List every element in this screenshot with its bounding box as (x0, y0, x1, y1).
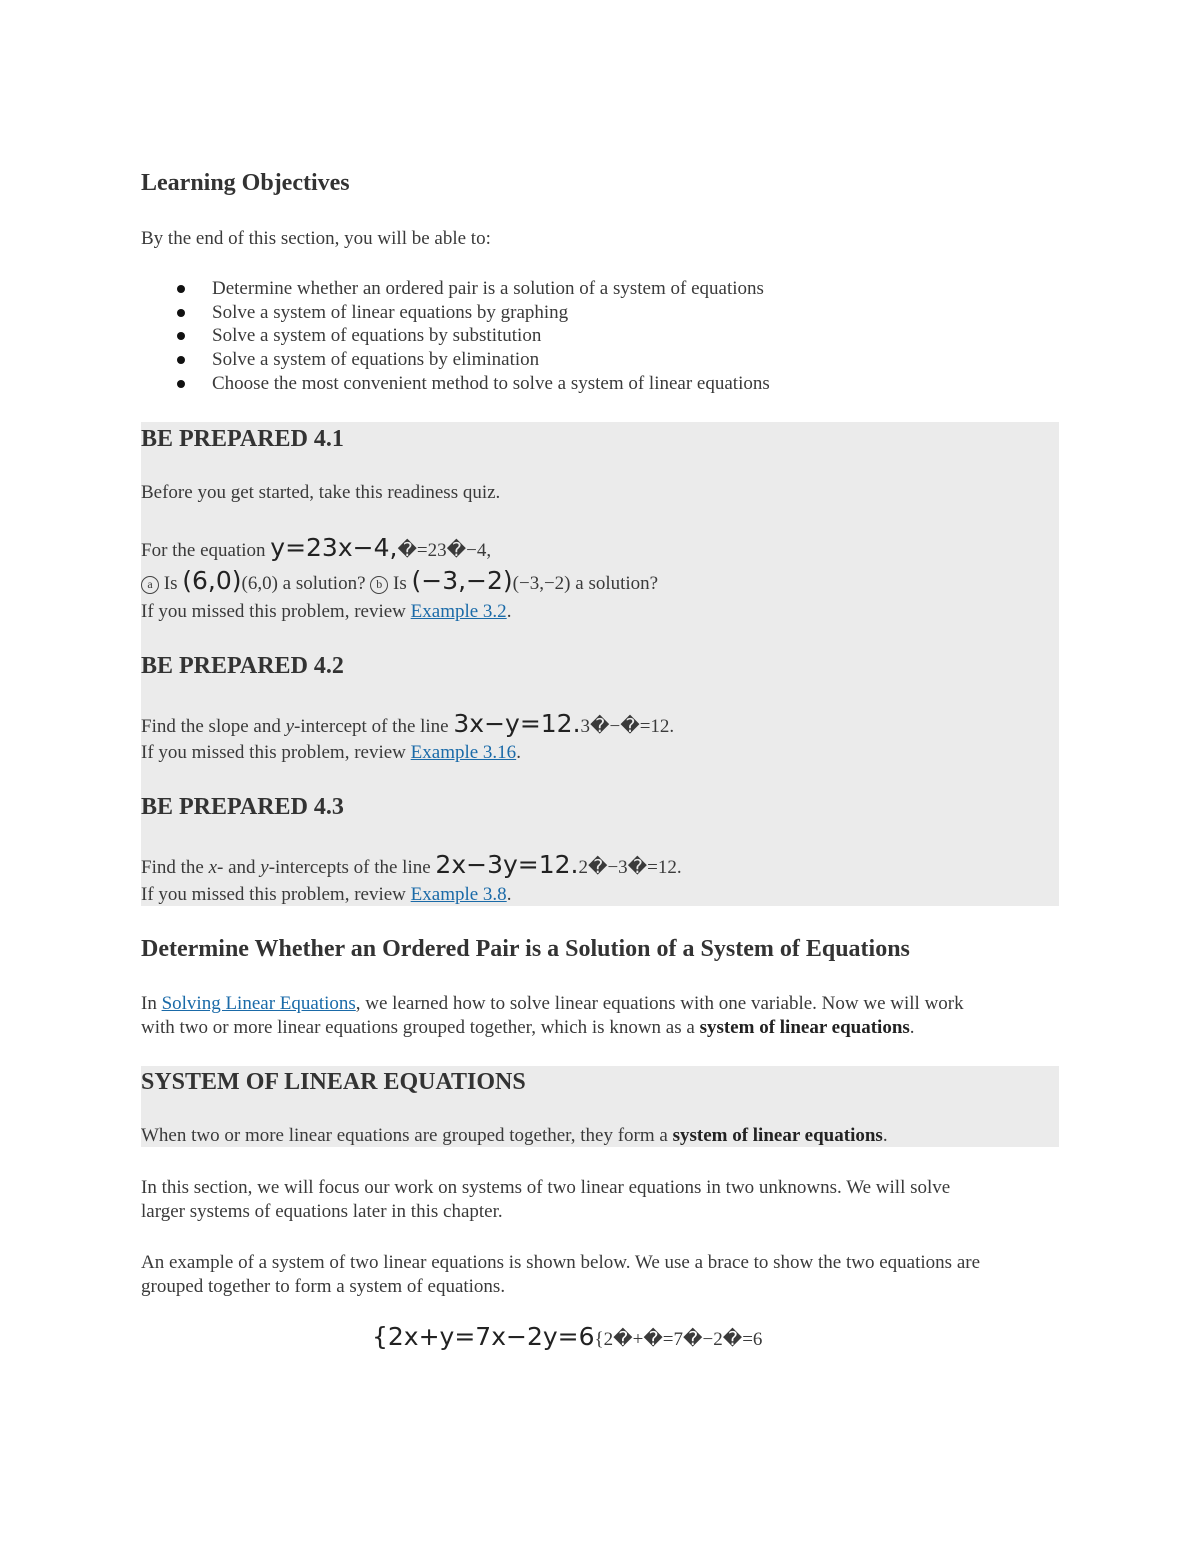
section-paragraph-2-line2: grouped together to form a system of equations. (141, 1276, 506, 1297)
section-paragraph-1-line1: In this section, we will focus our work on systems of two linear equations in two unknowns. We will solve (141, 1177, 951, 1198)
bp2-equation-math: 3x−y=12. (453, 709, 581, 738)
bp1-equation-line: For the equation y=23x−4,�=23�−4, (141, 533, 492, 562)
system-equation-display (372, 1322, 762, 1351)
pair2-math: (−3,−2) (411, 566, 513, 595)
example-3-8-link[interactable]: Example 3.8 (410, 884, 507, 905)
objective-item: Solve a system of equations by elimination (141, 348, 770, 372)
determine-section-heading: Determine Whether an Ordered Pair is a Solution of a System of Equations (141, 936, 910, 962)
bp2-question-line: Find the slope and y-intercept of the line 3x−y=12.3�−�=12. (141, 709, 675, 738)
label-b-icon: b (370, 576, 388, 594)
pair1-math: (6,0) (182, 566, 242, 595)
system-equation-fallback: {2�+�=7�−2�=6 (594, 1329, 763, 1350)
example-3-16-link[interactable]: Example 3.16 (410, 742, 517, 763)
learning-objectives-intro: By the end of this section, you will be able to: (141, 228, 491, 249)
bp3-equation-math: 2x−3y=12. (435, 850, 579, 879)
definition-heading: SYSTEM OF LINEAR EQUATIONS (141, 1069, 526, 1095)
bp2-review-line: If you missed this problem, review Example 3.16. (141, 742, 521, 763)
bp1-review-line: If you missed this problem, review Example 3.2. (141, 601, 512, 622)
solving-linear-equations-link[interactable]: Solving Linear Equations (161, 993, 356, 1014)
learning-objectives-heading: Learning Objectives (141, 170, 350, 196)
determine-paragraph-line2: with two or more linear equations grouped together, which is known as a system of linear equations. (141, 1017, 915, 1038)
bullet-icon (177, 309, 185, 317)
be-prepared-box (141, 422, 1059, 906)
bp3-question-line: Find the x- and y-intercepts of the line 2x−3y=12.2�−3�=12. (141, 850, 682, 879)
objective-item: Choose the most convenient method to solve a system of linear equations (141, 372, 770, 396)
example-3-2-link[interactable]: Example 3.2 (410, 601, 507, 622)
determine-paragraph-line1: In Solving Linear Equations, we learned how to solve linear equations with one variable. Now we will work (141, 993, 964, 1014)
section-paragraph-1-line2: larger systems of equations later in this chapter. (141, 1201, 503, 1222)
bp1-equation-math: y=23x−4, (270, 533, 398, 562)
bp1-question-line: a Is (6,0)(6,0) a solution? b Is (−3,−2)(−3,−2) a solution? (141, 569, 658, 596)
section-paragraph-2-line1: An example of a system of two linear equations is shown below. We use a brace to show the two equations are (141, 1252, 981, 1273)
objective-item: Solve a system of linear equations by graphing (141, 301, 770, 325)
definition-text: When two or more linear equations are grouped together, they form a system of linear equations. (141, 1125, 888, 1146)
be-prepared-4-3-heading: BE PREPARED 4.3 (141, 794, 344, 820)
bp3-review-line: If you missed this problem, review Example 3.8. (141, 884, 512, 905)
system-equation-math: {2x+y=7x−2y=6 (372, 1322, 595, 1351)
objective-item: Determine whether an ordered pair is a solution of a system of equations (141, 277, 770, 301)
objective-item: Solve a system of equations by substitution (141, 324, 770, 348)
bullet-icon (177, 285, 185, 293)
objectives-list (141, 277, 770, 395)
be-prepared-4-1-heading: BE PREPARED 4.1 (141, 426, 344, 452)
be-prepared-4-2-heading: BE PREPARED 4.2 (141, 653, 344, 679)
bullet-icon (177, 356, 185, 364)
bp1-intro: Before you get started, take this readiness quiz. (141, 482, 501, 503)
definition-box (141, 1066, 1059, 1147)
bullet-icon (177, 380, 185, 388)
bullet-icon (177, 332, 185, 340)
bp1-equation-fallback: �=23�−4, (397, 540, 492, 561)
label-a-icon: a (141, 576, 159, 594)
